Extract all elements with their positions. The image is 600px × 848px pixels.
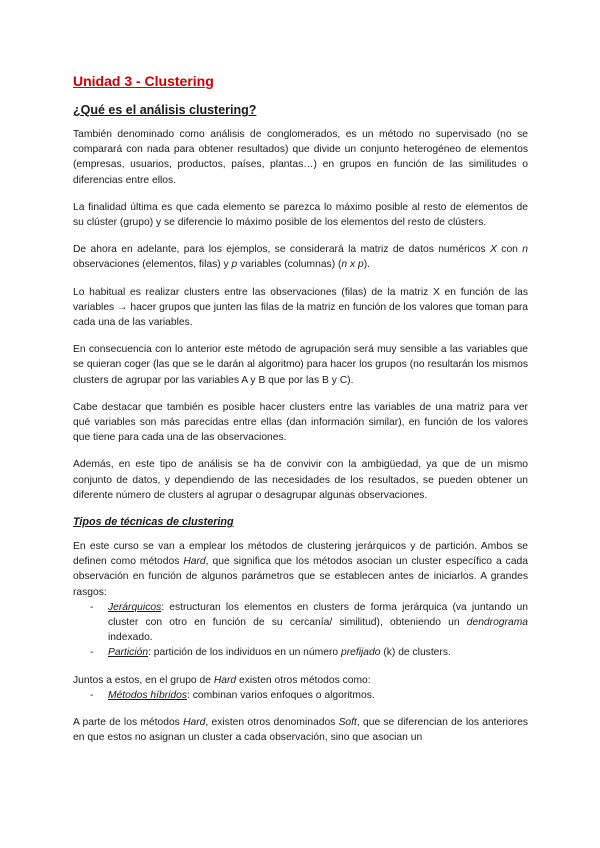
term-partition: Partición [108, 647, 149, 659]
hybrid-list [73, 688, 528, 703]
paragraph-methods: En este curso se van a emplear los métodos de clustering jerárquicos y de partición. Ambos se definen como métodos Hard, que significa que los métodos asocian un cluster específico a cada observación en función de algunos parámetros que se establecen antes de iniciarlos. A grandes rasgos: [73, 541, 528, 598]
section-heading-techniques: Tipos de técnicas de clustering [73, 516, 234, 529]
paragraph-goal: La finalidad última es que cada elemento se parezca lo máximo posible al resto de elementos de su clúster (grupo) y se diferencie lo máximo posible de los elementos del resto de clústers. [73, 201, 528, 229]
paragraph-hard-others: Juntos a estos, en el grupo de Hard existen otros métodos como: [73, 674, 371, 686]
list-item: - Partición: partición de los individuos en un número prefijado (k) de clusters. [73, 645, 528, 660]
term-hybrid: Métodos híbridos [108, 689, 187, 701]
paragraph-definition: También denominado como análisis de conglomerados, es un método no supervisado (no se comparará con nada para obtener resultados) que divide un conjunto heterogéneo de elementos (empresas, usuarios, productos, países, plantas…) en grupos en función de las similitudes o diferencias entre ellos. [73, 129, 528, 186]
list-item: - Métodos híbridos: combinan varios enfoques o algoritmos. [73, 688, 528, 703]
list-item: - Jerárquicos: estructuran los elementos en clusters de forma jerárquica (va juntando un cluster con otro en función de su cercanía/ similitud), obteniendo un dendrograma indexado. [90, 601, 528, 644]
paragraph-soft: A parte de los métodos Hard, existen otros denominados Soft, que se diferencian de los anteriores en que estos no asignan un cluster a cada observación, sino que asocian un [73, 717, 529, 744]
method-list [73, 600, 528, 661]
list-dash: - [90, 601, 94, 613]
paragraph-matrix: De ahora en adelante, para los ejemplos, se considerará la matriz de datos numéricos X con n observaciones (elementos, filas) y p variables (columnas) (n x p). [73, 244, 528, 271]
paragraph-consequence: En consecuencia con lo anterior este método de agrupación será muy sensible a las variables que se quieran coger (las que se le darán al algoritmo) para hacer los grupos (no resultarán los mismos clusters de agrupar por las variables A y B que por las B y C). [73, 344, 528, 386]
section-heading-what-is: ¿Qué es el análisis clustering? [73, 103, 257, 117]
list-dash: - [90, 647, 94, 659]
document-page [73, 72, 528, 758]
paragraph-variables: Cabe destacar que también es posible hacer clusters entre las variables de una matriz para ver qué variables son más parecidas entre ellas (dan información similar), en función de los valores que tiene para cada una de las observaciones. [73, 401, 528, 444]
term-hierarchical: Jerárquicos [108, 601, 162, 613]
matrix-symbol: X [490, 244, 497, 256]
paragraph-ambiguity: Además, en este tipo de análisis se ha de convivir con la ambigüedad, ya que de un mismo conjunto de datos, y dependiendo de las necesidades de los resultados, se pueden obtener un diferente número de clusters al agrupar o desagrupar algunas observaciones. [73, 459, 528, 501]
paragraph-usual: Lo habitual es realizar clusters entre las observaciones (filas) de la matriz X en función de las variables → hacer grupos que junten las filas de la matriz en función de los valores que toman para cada una de las variables. [73, 286, 528, 329]
page-title: Unidad 3 - Clustering [73, 73, 214, 89]
list-dash: - [90, 689, 94, 701]
